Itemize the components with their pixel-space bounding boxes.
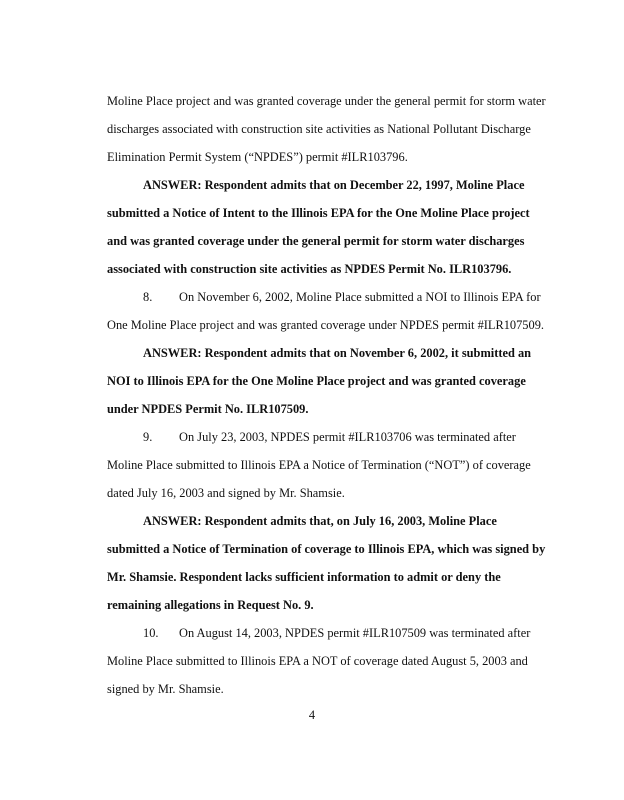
answer-line: submitted a Notice of Termination of coverage to Illinois EPA, which was signed by <box>107 542 546 556</box>
body-text: On July 23, 2003, NPDES permit #ILR103706 was terminated after <box>179 430 516 444</box>
answer-line: Mr. Shamsie. Respondent lacks sufficient information to admit or deny the <box>107 570 501 584</box>
answer-line: remaining allegations in Request No. 9. <box>107 598 314 612</box>
answer-line: submitted a Notice of Intent to the Illinois EPA for the One Moline Place project <box>107 206 530 220</box>
body-text: On August 14, 2003, NPDES permit #ILR107509 was terminated after <box>179 626 531 640</box>
answer-line: ANSWER: Respondent admits that, on July 16, 2003, Moline Place <box>143 514 497 528</box>
paragraph-number: 8. <box>143 290 153 304</box>
body-line: One Moline Place project and was granted coverage under NPDES permit #ILR107509. <box>107 318 544 332</box>
answer-line: under NPDES Permit No. ILR107509. <box>107 402 309 416</box>
answer-line: and was granted coverage under the general permit for storm water discharges <box>107 234 525 248</box>
numbered-paragraph-line <box>143 290 563 304</box>
body-line: Elimination Permit System (“NPDES”) permit #ILR103796. <box>107 150 408 164</box>
body-line: Moline Place submitted to Illinois EPA a NOT of coverage dated August 5, 2003 and <box>107 654 528 668</box>
body-line: dated July 16, 2003 and signed by Mr. Shamsie. <box>107 486 345 500</box>
body-line: Moline Place submitted to Illinois EPA a Notice of Termination (“NOT”) of coverage <box>107 458 531 472</box>
numbered-paragraph-line <box>143 626 563 640</box>
answer-line: ANSWER: Respondent admits that on November 6, 2002, it submitted an <box>143 346 532 360</box>
numbered-paragraph-line <box>143 430 563 444</box>
answer-line: NOI to Illinois EPA for the One Moline Place project and was granted coverage <box>107 374 526 388</box>
paragraph-number: 10. <box>143 626 159 640</box>
answer-line: associated with construction site activities as NPDES Permit No. ILR103796. <box>107 262 512 276</box>
body-line: Moline Place project and was granted coverage under the general permit for storm water <box>107 94 546 108</box>
body-line: discharges associated with construction site activities as National Pollutant Discharge <box>107 122 531 136</box>
page-number: 4 <box>308 708 316 722</box>
body-line: signed by Mr. Shamsie. <box>107 682 224 696</box>
body-text: On November 6, 2002, Moline Place submitted a NOI to Illinois EPA for <box>179 290 541 304</box>
paragraph-number: 9. <box>143 430 153 444</box>
answer-line: ANSWER: Respondent admits that on December 22, 1997, Moline Place <box>143 178 525 192</box>
